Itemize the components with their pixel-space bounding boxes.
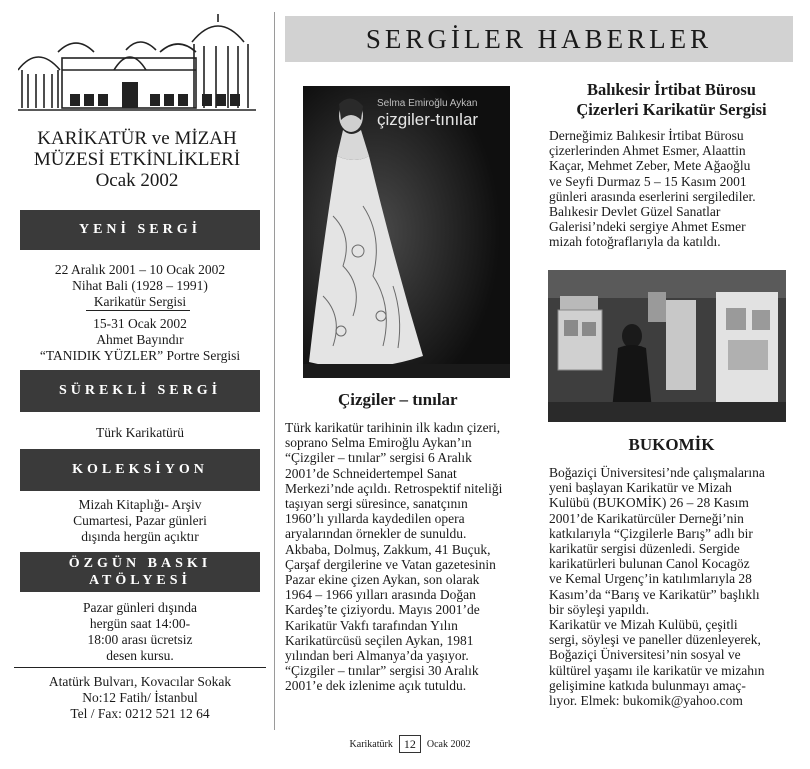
article-line: Merkezi’nde açıldı. Retrospektif niteliği: [285, 480, 503, 496]
ozgun-baski-line: Pazar günleri dışında: [83, 600, 197, 615]
article-line: katkılarıyla “Çizgilerle Barış” adlı bir: [549, 525, 753, 541]
address-line: No:12 Fatih/ İstanbul: [82, 690, 198, 705]
koleksiyon-line: dışında hergün açıktır: [81, 529, 199, 544]
surekli-sergi-heading: SÜREKLİ SERGİ: [20, 370, 260, 412]
surekli-sergi-line: Türk Karikatürü: [95, 425, 185, 440]
museum-title-line2: MÜZESİ ETKİNLİKLERİ: [33, 149, 241, 170]
article-line: Karikatür Vakfı tarafından Yılın: [285, 617, 458, 633]
article-line: bir söyleşi yapıldı.: [549, 601, 650, 617]
article-line: Galerisi’ndeki sergiye Ahmet Esmer: [549, 219, 746, 235]
article-line: 1964 – 1966 yılları arasında Doğan: [285, 587, 476, 603]
article-line: karikatür sergisi düzenledi. Sergide: [549, 541, 740, 557]
article-line: aryalarından örnekler de sunuldu.: [285, 526, 467, 542]
yeni-sergi-line: Nihat Bali (1928 – 1991): [72, 278, 208, 293]
article-line: mizah fotoğraflarıyla da katıldı.: [549, 234, 721, 250]
article-line: Çarşaf dergilerine ve Vatan gazetesinin: [285, 556, 496, 572]
footer-issue-date: Ocak 2002: [426, 738, 471, 750]
article-balikesir-body: [549, 128, 799, 250]
yeni-sergi-heading: YENİ SERGİ: [20, 210, 260, 250]
ozgun-baski-block: [12, 600, 268, 664]
poster-title: çizgiler-tınılar: [377, 110, 479, 129]
address-line: Tel / Fax: 0212 521 12 64: [70, 706, 210, 721]
yeni-sergi-block-b: [12, 316, 268, 364]
article-line: Pazar ekine çizen Aykan, son olarak: [285, 572, 480, 588]
exhibition-poster-image: [303, 86, 510, 378]
address-block: [12, 674, 268, 722]
article-line: Karikatürcüsü seçilen Aykan, 1981: [285, 632, 474, 648]
museum-title-line1: KARİKATÜR ve MİZAH: [37, 128, 237, 149]
koleksiyon-line: Cumartesi, Pazar günleri: [73, 513, 207, 528]
article-line: sergi, söyleşi ve paneller düzenleyerek,: [549, 632, 761, 648]
article-line: Karikatür ve Mizah Kulübü, çeşitli: [549, 617, 738, 633]
koleksiyon-line: Mizah Kitaplığı- Arşiv: [78, 497, 202, 512]
article-line: yeni başlayan Karikatür ve Mizah: [549, 480, 732, 496]
page-number: 12: [399, 735, 421, 753]
article-bukomik-title: [549, 435, 794, 455]
yeni-sergi-line: 22 Aralık 2001 – 10 Ocak 2002: [54, 262, 226, 277]
yeni-sergi-line: Karikatür Sergisi: [93, 294, 187, 309]
article-line: 2001’de Schneidertempel Sanat: [285, 465, 457, 481]
surekli-sergi-block: [12, 425, 268, 441]
divider: [86, 310, 190, 311]
article-line: Kaçar, Mehmet Zeber, Mete Ağaoğlu: [549, 158, 751, 174]
article-line: taşıyan sergi süresince, sanatçının: [285, 496, 468, 512]
article-line: “Çizgiler – tınılar” sergisi 30 Aralık: [285, 663, 479, 679]
article-line: günleri arasında eserlerini sergilediler.: [549, 188, 756, 204]
footer-magazine-name: Karikatürk: [349, 738, 393, 750]
article-balikesir-title: [549, 80, 794, 120]
museum-building-logo: [18, 12, 256, 116]
yeni-sergi-line: 15-31 Ocak 2002: [93, 316, 187, 331]
koleksiyon-block: [12, 497, 268, 545]
article-line: yılından beri Almanya’da yaşıyor.: [285, 648, 469, 664]
gallery-photo-drawing: [548, 270, 786, 422]
article-line: ve Seyfi Durmaz 5 – 15 Kasım 2001: [549, 173, 747, 189]
koleksiyon-heading: KOLEKSİYON: [20, 449, 260, 491]
ozgun-baski-heading-line2: ATÖLYESİ: [88, 573, 192, 588]
ozgun-baski-line: hergün saat 14:00-: [89, 616, 191, 631]
article-balikesir-title-line1: Balıkesir İrtibat Bürosu: [586, 80, 756, 99]
museum-title-date: Ocak 2002: [95, 170, 179, 191]
article-line: karikatürleri bulunan Canol Kocagöz: [549, 556, 750, 572]
article-line: Derneğimiz Balıkesir İrtibat Bürosu: [549, 128, 744, 143]
article-line: 2001’e dek izlenime açık tutuldu.: [285, 678, 467, 694]
ozgun-baski-line: 18:00 arası ücretsiz: [87, 632, 193, 647]
gallery-exhibition-photo: [548, 270, 786, 422]
article-line: Kulübü (BUKOMİK) 26 – 28 Kasım: [549, 495, 749, 511]
ozgun-baski-heading: [20, 552, 260, 592]
article-line: çizerlerinden Ahmet Esmer, Alaattin: [549, 143, 746, 159]
article-line: Türk karikatür tarihinin ilk kadın çizeri,: [285, 420, 501, 435]
article-line: Boğaziçi Üniversitesi’nde çalışmalarına: [549, 465, 765, 480]
article-line: ve Kemal Urgenç’in katılımlarıyla 28: [549, 571, 752, 587]
article-line: Kasım’da “Barış ve Karikatür” başlıklı: [549, 586, 760, 602]
page-footer: [330, 735, 490, 753]
page-headline: SERGİLER HABERLER: [285, 16, 793, 62]
article-line: 1960’lı yıllarda kaydedilen opera: [285, 511, 465, 527]
poster-author: Selma Emiroğlu Aykan: [377, 98, 478, 109]
article-line: kültürel yaşamı ile karikatür ve mizahın: [549, 662, 765, 678]
article-line: Boğaziçi Üniversitesi’nin sosyal ve: [549, 647, 741, 663]
ozgun-baski-heading-line1: ÖZGÜN BASKI: [68, 556, 212, 571]
article-cizgiler-body: [285, 420, 535, 694]
article-balikesir-title-line2: Çizerleri Karikatür Sergisi: [576, 100, 767, 119]
article-line: “Çizgiler – tınılar” sergisi 6 Aralık: [285, 450, 472, 466]
address-line: Atatürk Bulvarı, Kovacılar Sokak: [48, 674, 232, 689]
article-line: 2001’de Karikatürcüler Derneği’nin: [549, 510, 744, 526]
article-line: soprano Selma Emiroğlu Aykan’ın: [285, 435, 472, 451]
column-divider: [274, 12, 275, 730]
article-bukomik-title-text: BUKOMİK: [628, 435, 715, 454]
article-cizgiler-title: Çizgiler – tınılar: [338, 390, 458, 409]
article-bukomik-body: [549, 465, 799, 708]
divider: [14, 667, 266, 668]
article-line: Balıkesir Devlet Güzel Sanatlar: [549, 204, 721, 220]
article-line: Kardeş’te çiziyordu. Mayıs 2001’de: [285, 602, 480, 618]
yeni-sergi-line: “TANIDIK YÜZLER” Portre Sergisi: [39, 348, 241, 363]
article-line: Akbaba, Dolmuş, Zakkum, 41 Buçuk,: [285, 541, 491, 557]
article-line: lıyor. Elmek: bukomik@yahoo.com: [549, 693, 743, 709]
article-line: gelişimine katkıda bulunmayı amaç-: [549, 677, 746, 693]
ozgun-baski-line: desen kursu.: [106, 648, 174, 663]
yeni-sergi-block-a: [12, 262, 268, 310]
museum-title: [10, 128, 264, 191]
yeni-sergi-line: Ahmet Bayındır: [96, 332, 184, 347]
